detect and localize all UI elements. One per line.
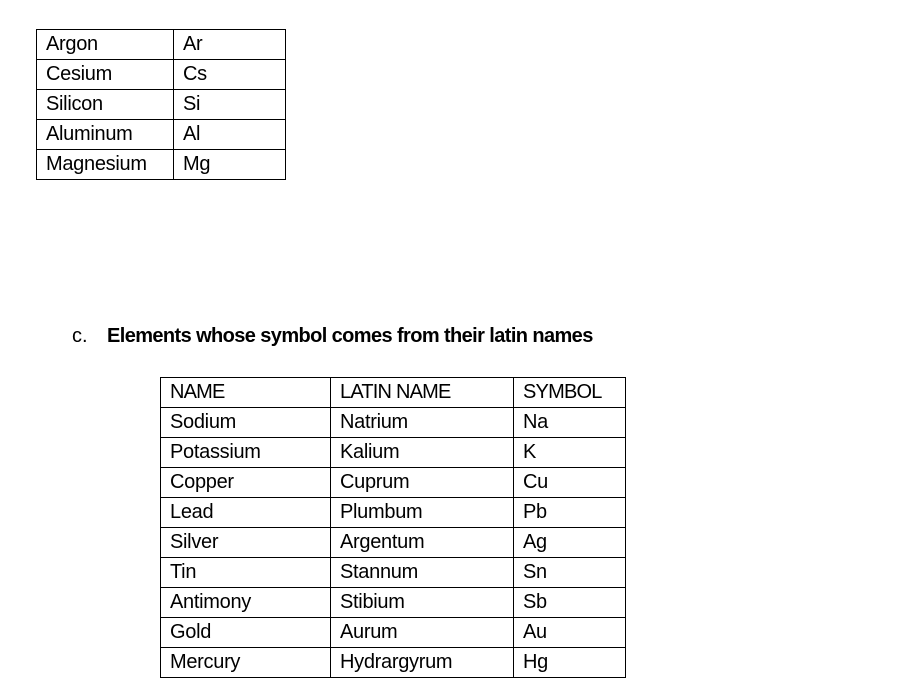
element-symbol-cell: Ar <box>174 30 286 60</box>
latin-name-cell: Natrium <box>331 408 514 438</box>
table-row <box>37 150 286 180</box>
element-symbol-cell: Sb <box>514 588 626 618</box>
element-name-cell: Gold <box>161 618 331 648</box>
element-name-cell: Antimony <box>161 588 331 618</box>
element-symbol-cell: Cs <box>174 60 286 90</box>
element-name-cell: Tin <box>161 558 331 588</box>
table-row <box>161 558 626 588</box>
element-symbol-table <box>36 29 286 180</box>
element-name-cell: Silver <box>161 528 331 558</box>
column-header-latin-name: LATIN NAME <box>331 378 514 408</box>
list-marker: c. <box>72 325 88 347</box>
element-symbol-cell: Ag <box>514 528 626 558</box>
column-header-symbol: SYMBOL <box>514 378 626 408</box>
latin-name-cell: Stibium <box>331 588 514 618</box>
table-header-row <box>161 378 626 408</box>
element-name-cell: Cesium <box>37 60 174 90</box>
element-name-cell: Lead <box>161 498 331 528</box>
column-header-name: NAME <box>161 378 331 408</box>
element-name-cell: Potassium <box>161 438 331 468</box>
element-symbol-cell: Si <box>174 90 286 120</box>
section-title: Elements whose symbol comes from their latin names <box>107 325 593 347</box>
table-row <box>37 90 286 120</box>
latin-name-cell: Argentum <box>331 528 514 558</box>
table-row <box>37 30 286 60</box>
table-row <box>37 120 286 150</box>
table-row <box>161 438 626 468</box>
element-symbol-cell: Cu <box>514 468 626 498</box>
element-symbol-cell: Hg <box>514 648 626 678</box>
table-row <box>37 60 286 90</box>
element-symbol-cell: Na <box>514 408 626 438</box>
element-name-cell: Magnesium <box>37 150 174 180</box>
element-name-cell: Silicon <box>37 90 174 120</box>
element-symbol-cell: Pb <box>514 498 626 528</box>
table-row <box>161 468 626 498</box>
table-row <box>161 648 626 678</box>
element-name-cell: Sodium <box>161 408 331 438</box>
element-symbol-cell: Al <box>174 120 286 150</box>
latin-name-cell: Aurum <box>331 618 514 648</box>
element-name-cell: Argon <box>37 30 174 60</box>
element-name-cell: Aluminum <box>37 120 174 150</box>
table-row <box>161 618 626 648</box>
element-symbol-cell: K <box>514 438 626 468</box>
latin-name-cell: Kalium <box>331 438 514 468</box>
table-row <box>161 528 626 558</box>
latin-name-cell: Plumbum <box>331 498 514 528</box>
table-row <box>161 588 626 618</box>
latin-name-cell: Hydrargyrum <box>331 648 514 678</box>
table-row <box>161 498 626 528</box>
element-symbol-cell: Mg <box>174 150 286 180</box>
section-c-heading <box>72 322 593 350</box>
table-row <box>161 408 626 438</box>
element-symbol-cell: Sn <box>514 558 626 588</box>
element-symbol-cell: Au <box>514 618 626 648</box>
element-name-cell: Copper <box>161 468 331 498</box>
element-name-cell: Mercury <box>161 648 331 678</box>
latin-names-table <box>160 377 626 678</box>
latin-name-cell: Cuprum <box>331 468 514 498</box>
latin-name-cell: Stannum <box>331 558 514 588</box>
